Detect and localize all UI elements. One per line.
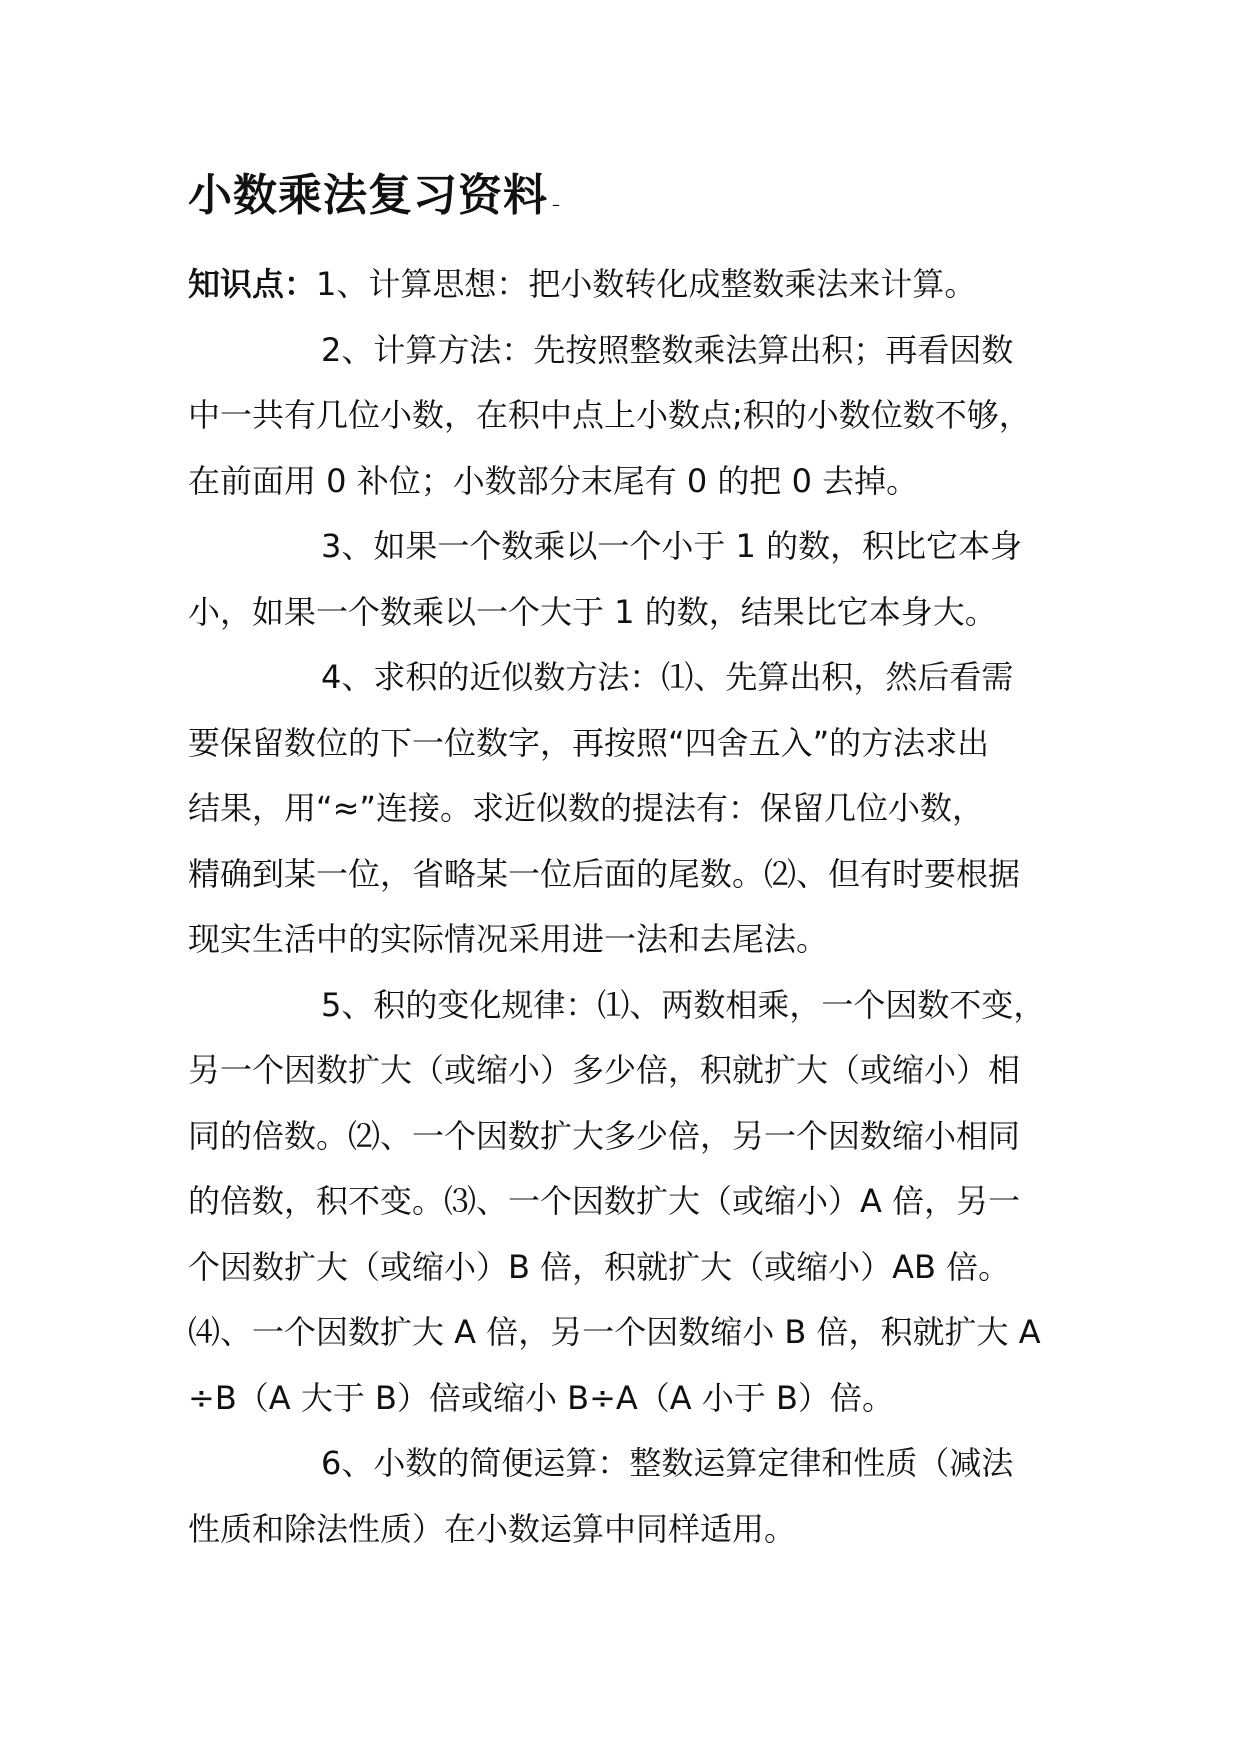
text-line xyxy=(188,1502,1068,1568)
line-text: 2、计算方法：先按照整数乘法算出积；再看因数 xyxy=(321,330,1014,369)
line-text: 结果，用“≈”连接。求近似数的提法有：保留几位小数， xyxy=(188,789,984,827)
document-body xyxy=(188,257,1068,1567)
text-line xyxy=(188,1371,1068,1437)
line-text: 4、求积的近似数方法：⑴、先算出积，然后看需 xyxy=(321,658,1014,696)
text-line xyxy=(188,323,1068,389)
text-line xyxy=(188,912,1068,978)
line-text: ÷B（A 大于 B）倍或缩小 B÷A（A 小于 B）倍。 xyxy=(188,1378,894,1417)
line-text: 精确到某一位，省略某一位后面的尾数。⑵、但有时要根据 xyxy=(188,854,1021,893)
line-text: 性质和除法性质）在小数运算中同样适用。 xyxy=(188,1509,797,1548)
text-line xyxy=(188,1436,1068,1502)
text-line xyxy=(188,257,1068,323)
text-line xyxy=(188,978,1068,1044)
text-line xyxy=(188,519,1068,585)
line-text: ⑷、一个因数扩大 A 倍，另一个因数缩小 B 倍，积就扩大 A xyxy=(188,1313,1041,1351)
page-title xyxy=(188,166,561,235)
text-line xyxy=(188,1043,1068,1109)
text-line xyxy=(188,1240,1068,1306)
line-text: 同的倍数。⑵、一个因数扩大多少倍，另一个因数缩小相同 xyxy=(188,1116,1021,1155)
line-text: 个因数扩大（或缩小）B 倍，积就扩大（或缩小）AB 倍。 xyxy=(188,1247,1011,1286)
line-text: 现实生活中的实际情况采用进一法和去尾法。 xyxy=(188,920,829,958)
line-text: 1、计算思想：把小数转化成整数乘法来计算。 xyxy=(316,265,977,303)
text-line xyxy=(188,585,1068,651)
text-line xyxy=(188,716,1068,782)
text-line xyxy=(188,1305,1068,1371)
line-text: 中一共有几位小数，在积中点上小数点;积的小数位数不够， xyxy=(188,396,1031,434)
text-line xyxy=(188,1109,1068,1175)
title-mark: – xyxy=(552,195,561,214)
line-text: 要保留数位的下一位数字，再按照“四舍五入”的方法求出 xyxy=(188,723,990,762)
title-text: 小数乘法复习资料 xyxy=(188,170,548,221)
line-text: 另一个因数扩大（或缩小）多少倍，积就扩大（或缩小）相 xyxy=(188,1051,1021,1089)
line-text: 6、小数的简便运算：整数运算定律和性质（减法 xyxy=(321,1444,1014,1482)
text-line xyxy=(188,1174,1068,1240)
text-line xyxy=(188,781,1068,847)
line-text: 5、积的变化规律：⑴、两数相乘，一个因数不变， xyxy=(321,985,1046,1024)
text-line xyxy=(188,388,1068,454)
text-line xyxy=(188,454,1068,520)
section-label: 知识点： xyxy=(188,265,317,303)
text-line xyxy=(188,847,1068,913)
line-text: 的倍数，积不变。⑶、一个因数扩大（或缩小）A 倍，另一 xyxy=(188,1182,1021,1220)
text-line xyxy=(188,650,1068,716)
line-text: 3、如果一个数乘以一个小于 1 的数，积比它本身 xyxy=(321,527,1023,565)
line-text: 在前面用 0 补位；小数部分末尾有 0 的把 0 去掉。 xyxy=(188,461,919,500)
line-text: 小，如果一个数乘以一个大于 1 的数，结果比它本身大。 xyxy=(188,592,997,631)
